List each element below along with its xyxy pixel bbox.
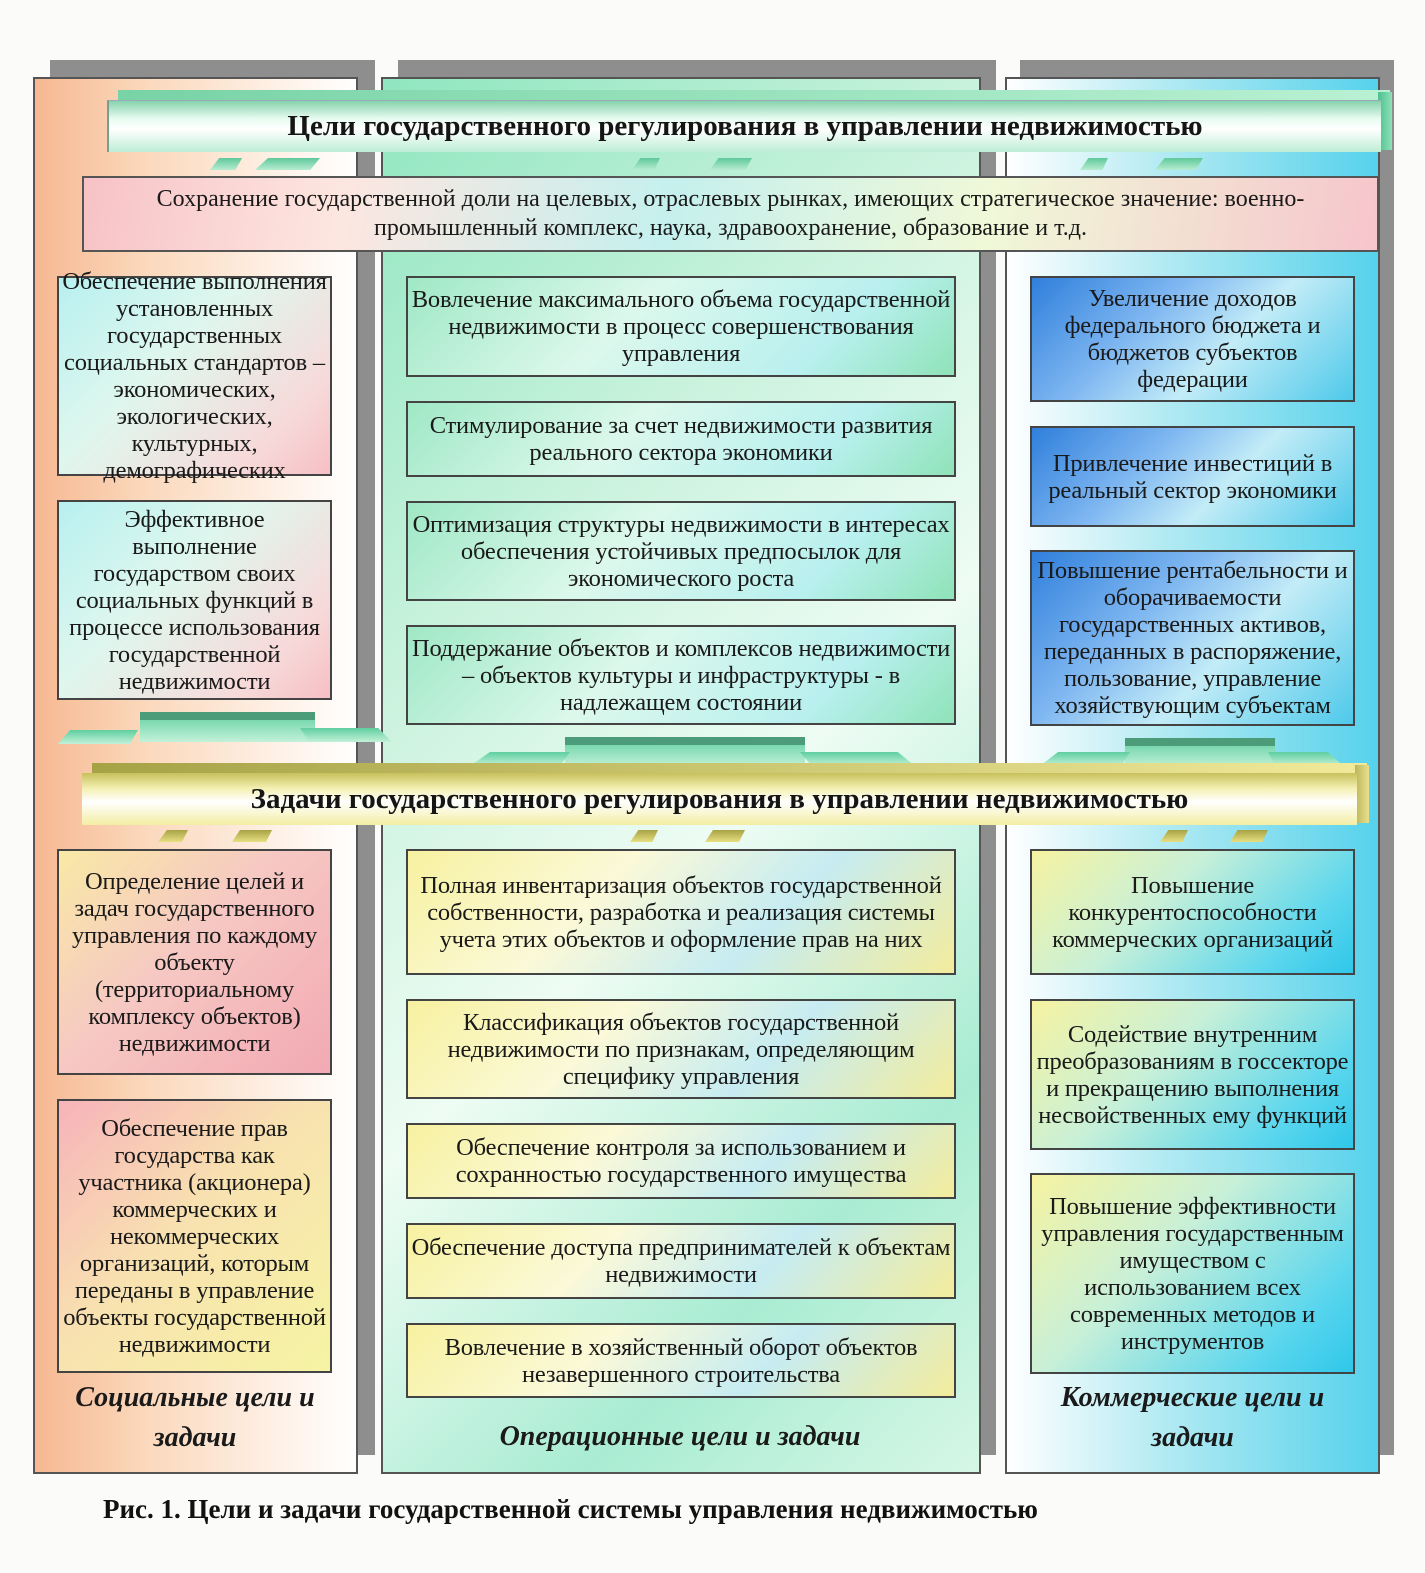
goal-text: Увеличение доходов федерального бюджета и бюджетов субъектов федерации [1064,285,1321,393]
goal-box-commercial-3 [1030,550,1355,726]
task-text: Вовлечение в хозяйственный оборот объектов незавершенного строительства [444,1333,918,1388]
connector [1125,738,1275,746]
goal-text: Привлечение инвестиций в реальный сектор экономики [1048,449,1337,504]
task-box-operational-2 [406,999,956,1099]
task-text: Полная инвентаризация объектов государственной собственности, разработка и реализация системы учета этих объектов и оформление прав на них [420,871,942,953]
column-label-operational [395,1417,965,1457]
task-text: Повышение эффективности управления государственным имуществом с использованием всех современных методов и инструментов [1041,1192,1344,1355]
goal-box-operational-3 [406,501,956,601]
figure-caption-text: Рис. 1. Цели и задачи государственной системы управления недвижимостью [103,1494,1038,1524]
task-text: Обеспечение прав государства как участника (акционера) коммерческих и некоммерческих организаций, которым переданы в управление объекты государственной недвижимости [63,1114,326,1358]
goal-box-commercial-1 [1030,276,1355,402]
connector [58,730,138,744]
task-box-commercial-3 [1030,1173,1355,1374]
goal-text: Оптимизация структуры недвижимости в интересах обеспечения устойчивых предпосылок для экономического роста [412,510,950,592]
mid-banner-title: Задачи государственного регулирования в управлении недвижимостью [250,782,1189,815]
task-text: Обеспечение контроля за использованием и сохранностью государственного имущества [455,1134,907,1188]
column-label-commercial [1020,1378,1365,1458]
column-label-operational-text: Операционные цели и задачи [499,1421,861,1452]
goal-box-operational-4 [406,625,956,725]
task-box-operational-1 [406,849,956,975]
top-banner [107,100,1381,152]
goal-text: Повышение рентабельности и оборачиваемости государственных активов, переданных в распоряжение, пользование, управление хозяйствующим субъектам [1037,557,1348,719]
mid-banner-end-cap [1355,765,1369,823]
connector [140,712,315,720]
goal-box-commercial-2 [1030,426,1355,527]
task-box-operational-5 [406,1323,956,1398]
goal-box-social-1 [57,268,332,484]
column-label-social-text: Социальные цели и задачи [75,1382,315,1453]
task-box-operational-4 [406,1223,956,1299]
goal-box-social-2 [57,500,332,700]
column-label-social [45,1378,345,1458]
task-box-commercial-2 [1030,999,1355,1150]
goal-text: Стимулирование за счет недвижимости развития реального сектора экономики [429,412,933,466]
mid-banner [82,773,1357,825]
task-text: Классификация объектов государственной недвижимости по признакам, определяющим специфику управления [447,1008,915,1090]
task-box-commercial-1 [1030,849,1355,975]
connector [565,737,805,745]
task-text: Содействие внутренним преобразованиям в госсекторе и прекращению выполнения несвойственных ему функций [1036,1020,1349,1129]
goal-text: Вовлечение максимального объема государственной недвижимости в процесс совершенствования управления [411,286,951,367]
goal-box-operational-2 [406,401,956,477]
task-text: Обеспечение доступа предпринимателей к объектам недвижимости [411,1234,951,1288]
task-text: Повышение конкурентоспособности коммерческих организаций [1052,871,1333,953]
strategic-share-goal-text: Сохранение государственной доли на целевых, отраслевых рынках, имеющих стратегическое значение: военно-промышленный комплекс, наука, здравоохранение, образование и т.д. [156,186,1305,241]
goal-text: Обеспечение выполнения установленных государственных социальных стандартов – экономических, экологических, культурных, демографических [62,268,327,484]
goal-text: Эффективное выполнение государством своих социальных функций в процессе использования государственной недвижимости [69,505,320,695]
goal-box-operational-1 [406,276,956,377]
strategic-share-goal [82,176,1379,252]
task-box-operational-3 [406,1123,956,1199]
task-box-social-1 [57,849,332,1075]
column-label-commercial-text: Коммерческие цели и задачи [1060,1382,1325,1453]
task-text: Определение целей и задач государственного управления по каждому объекту (территориальному комплексу объектов) недвижимости [71,867,318,1057]
task-box-social-2 [57,1099,332,1373]
goal-text: Поддержание объектов и комплексов недвижимости – объектов культуры и инфраструктуры - в надлежащем состоянии [411,634,951,716]
top-banner-title: Цели государственного регулирования в управлении недвижимостью [287,110,1203,142]
figure-caption [103,1494,1038,1525]
connector [300,728,392,742]
